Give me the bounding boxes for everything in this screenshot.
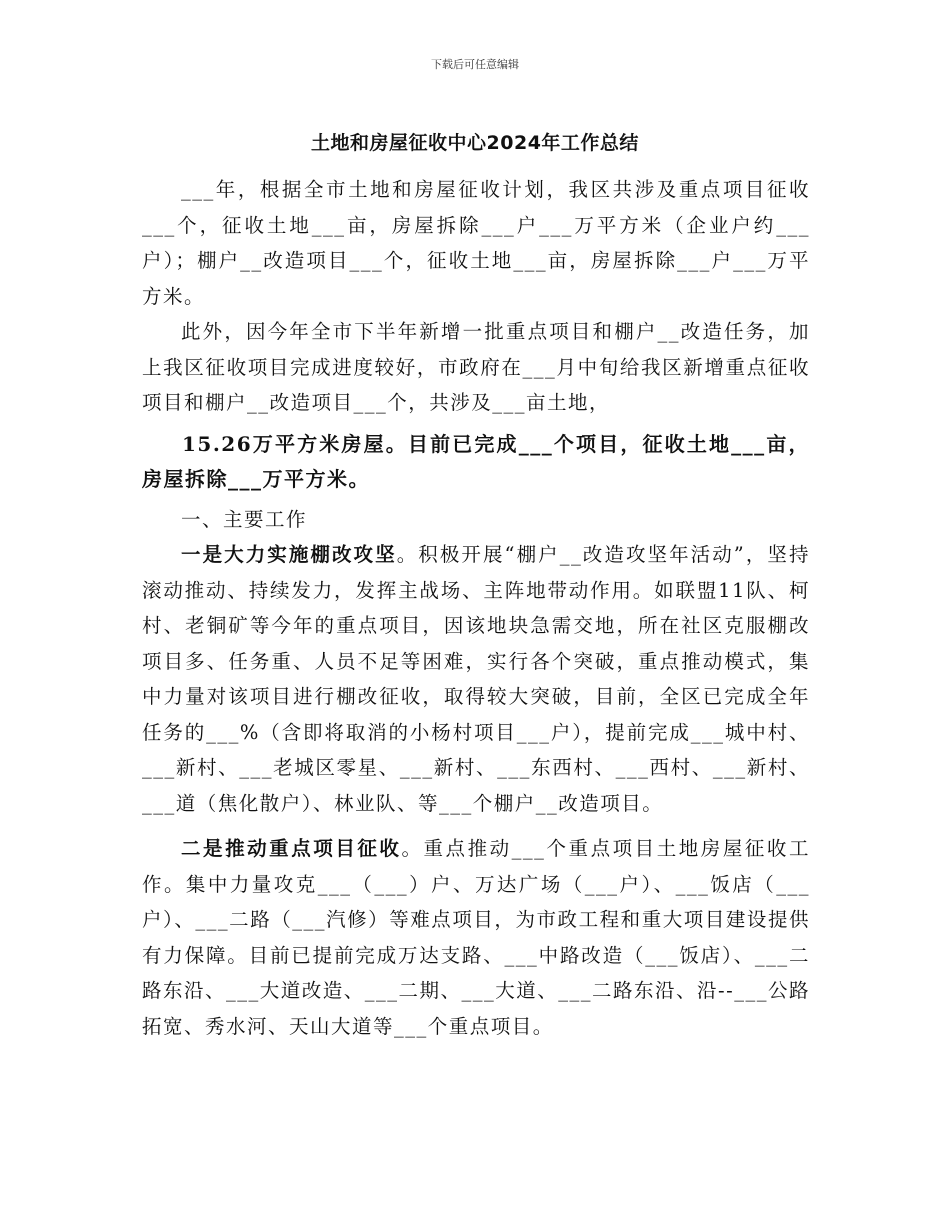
paragraph-key-projects-lead: 二是推动重点项目征收	[181, 837, 402, 860]
paragraph-progress: 15.26万平方米房屋。目前已完成___个项目，征收土地___亩，房屋拆除___万平方米。	[142, 431, 810, 491]
paragraph-plan: ___年，根据全市土地和房屋征收计划，我区共涉及重点项目征收___个，征收土地___亩，房屋拆除___户___万平方米（企业户约___户）；棚户__改造项目___个，征收土地___亩，房屋拆除___户___万平方米。	[142, 178, 810, 308]
document-body	[142, 172, 810, 1044]
paragraph-shantytown	[142, 537, 810, 821]
paragraph-shantytown-lead: 一是大力实施棚改攻坚	[181, 543, 397, 566]
paragraph-key-projects-body: 。重点推动___个重点项目土地房屋征收工作。集中力量攻克___（___）户、万达广场（___户）、___饭店（___户）、___二路（___汽修）等难点项目，为市政工程和重大项目建设提供有力保障。目前已提前完成万达支路、___中路改造（___饭店）、___二路东沿、___大道改造、___二期、___大道、___二路东沿、沿--___公路拓宽、秀水河、天山大道等___个重点项目。	[142, 837, 810, 1038]
paragraph-shantytown-body: 。积极开展“棚户__改造攻坚年活动”，坚持滚动推动、持续发力，发挥主战场、主阵地带动作用。如联盟11队、柯村、老铜矿等今年的重点项目，因该地块急需交地，所在社区克服棚改项目多、任务重、人员不足等困难，实行各个突破，重点推动模式，集中力量对该项目进行棚改征收，取得较大突破，目前，全区已完成全年任务的___%（含即将取消的小杨村项目___户），提前完成___城中村、___新村、___老城区零星、___新村、___东西村、___西村、___新村、___道（焦化散户）、林业队、等___个棚户__改造项目。	[142, 543, 810, 815]
paragraph-additional: 此外，因今年全市下半年新增一批重点项目和棚户__改造任务，加上我区征收项目完成进度较好，市政府在___月中旬给我区新增重点征收项目和棚户__改造项目___个，共涉及___亩土地，	[142, 320, 810, 414]
section-heading-main-work: 一、主要工作	[181, 507, 308, 531]
header-note: 下载后可任意编辑	[431, 58, 519, 71]
document-title: 土地和房屋征收中心2024年工作总结	[311, 132, 639, 154]
paragraph-key-projects	[142, 831, 810, 1044]
